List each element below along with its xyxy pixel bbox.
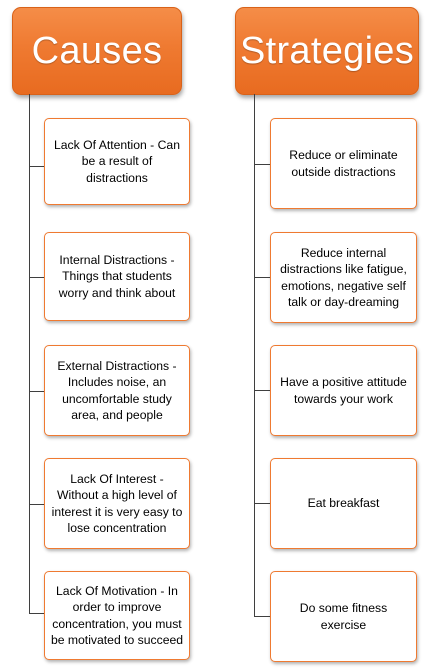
strategies-connector-branch bbox=[254, 277, 270, 278]
strategies-connector-branch bbox=[254, 616, 270, 617]
strategy-text: Eat breakfast bbox=[307, 496, 380, 511]
strategies-connector-branch bbox=[254, 164, 270, 165]
cause-box bbox=[44, 118, 190, 205]
cause-box bbox=[44, 345, 190, 436]
strategies-header bbox=[235, 7, 419, 95]
cause-text: Lack Of Motivation - In order to improve concentration, you must be motivated to succeed bbox=[50, 583, 184, 647]
causes-connector-trunk bbox=[29, 94, 30, 613]
strategies-connector-branch bbox=[254, 390, 270, 391]
cause-text: Internal Distractions - Things that students worry and think about bbox=[58, 252, 176, 300]
strategy-text: Reduce internal distractions like fatigue, emotions, negative self talk or day-dreaming bbox=[280, 245, 407, 309]
strategy-box bbox=[270, 118, 417, 209]
strategy-text: Reduce or eliminate outside distractions bbox=[289, 148, 398, 179]
strategies-title: Strategies bbox=[239, 29, 415, 72]
cause-box bbox=[44, 458, 190, 549]
strategy-box bbox=[270, 458, 417, 549]
causes-connector-branch bbox=[29, 277, 44, 278]
causes-title: Causes bbox=[31, 29, 163, 72]
cause-text: Lack Of Attention - Can be a result of distractions bbox=[53, 137, 180, 185]
strategy-box bbox=[270, 571, 417, 662]
causes-connector-branch bbox=[29, 504, 44, 505]
causes-connector-branch bbox=[29, 166, 44, 167]
causes-connector-branch bbox=[29, 613, 44, 614]
cause-text: Lack Of Interest - Without a high level of interest it is very easy to lose concentration bbox=[51, 471, 183, 535]
causes-header bbox=[12, 7, 182, 95]
cause-box bbox=[44, 571, 190, 660]
strategies-connector-branch bbox=[254, 503, 270, 504]
cause-box bbox=[44, 232, 190, 321]
strategy-box bbox=[270, 232, 417, 323]
cause-text: External Distractions - Includes noise, an uncomfortable study area, and people bbox=[57, 358, 177, 422]
causes-connector-branch bbox=[29, 391, 44, 392]
strategies-connector-trunk bbox=[254, 94, 255, 617]
strategy-box bbox=[270, 345, 417, 436]
strategy-text: Have a positive attitude towards your work bbox=[280, 375, 407, 406]
strategy-text: Do some fitness exercise bbox=[299, 601, 388, 632]
